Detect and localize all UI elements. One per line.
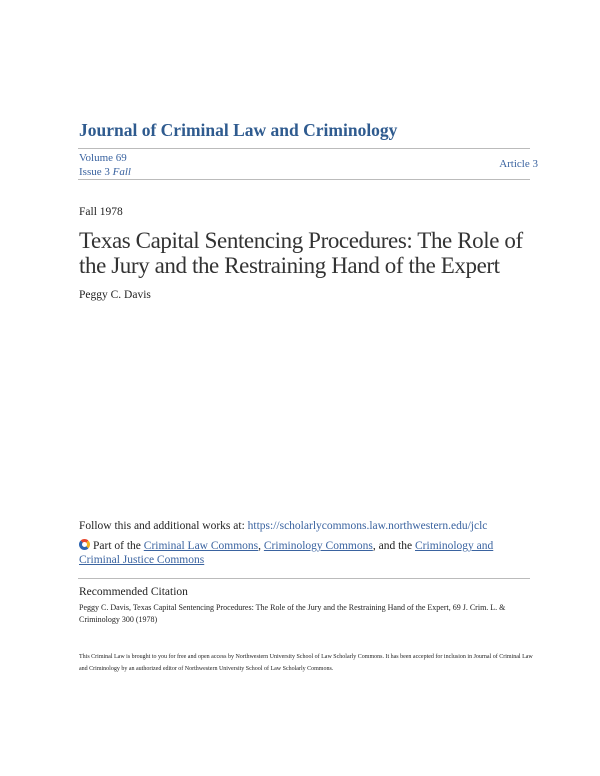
volume-issue [79, 151, 131, 179]
journal-title[interactable]: Journal of Criminal Law and Criminology [79, 120, 398, 140]
author: Peggy C. Davis [79, 289, 151, 301]
citation-text: Peggy C. Davis, Texas Capital Sentencing Procedures: The Role of the Jury and the Restraining Hand of the Expert, 69 J. Crim. L. & Criminology 300 (1978) [79, 603, 506, 624]
recommended-citation-heading: Recommended Citation [79, 586, 188, 598]
separator: , [258, 540, 264, 552]
divider [78, 578, 530, 579]
volume-link[interactable]: Volume 69 [79, 152, 127, 164]
part-of-line [79, 539, 529, 567]
commons-link[interactable]: Criminal Law Commons [143, 540, 259, 552]
follow-label: Follow this and additional works at: [79, 520, 245, 532]
separator: , and the [372, 540, 415, 552]
publication-date: Fall 1978 [79, 206, 123, 218]
article-number: Article 3 [499, 158, 538, 170]
follow-line [79, 520, 487, 532]
issue-link[interactable] [79, 165, 131, 179]
article-title: Texas Capital Sentencing Procedures: The Role of the Jury and the Restraining Hand of the Expert [79, 228, 523, 278]
issue-number: Issue 3 [79, 166, 110, 178]
divider [78, 148, 530, 149]
footer-notice: This Criminal Law is brought to you for free and open access by Northwestern University School of Law Scholarly Commons. It has been accepted for inclusion in Journal of Criminal Law and Criminology by an authorized editor of Northwestern University School of Law Scholarly Commons. [79, 654, 533, 672]
bepress-logo-icon [79, 539, 90, 550]
divider [78, 179, 530, 180]
issue-season: Fall [112, 166, 131, 178]
follow-link[interactable]: https://scholarlycommons.law.northwestern.edu/jclc [247, 520, 488, 532]
part-of-label: Part of the [93, 540, 141, 552]
commons-link[interactable]: Criminology and Criminal Justice Commons [79, 540, 494, 566]
commons-link[interactable]: Criminology Commons [263, 540, 373, 552]
